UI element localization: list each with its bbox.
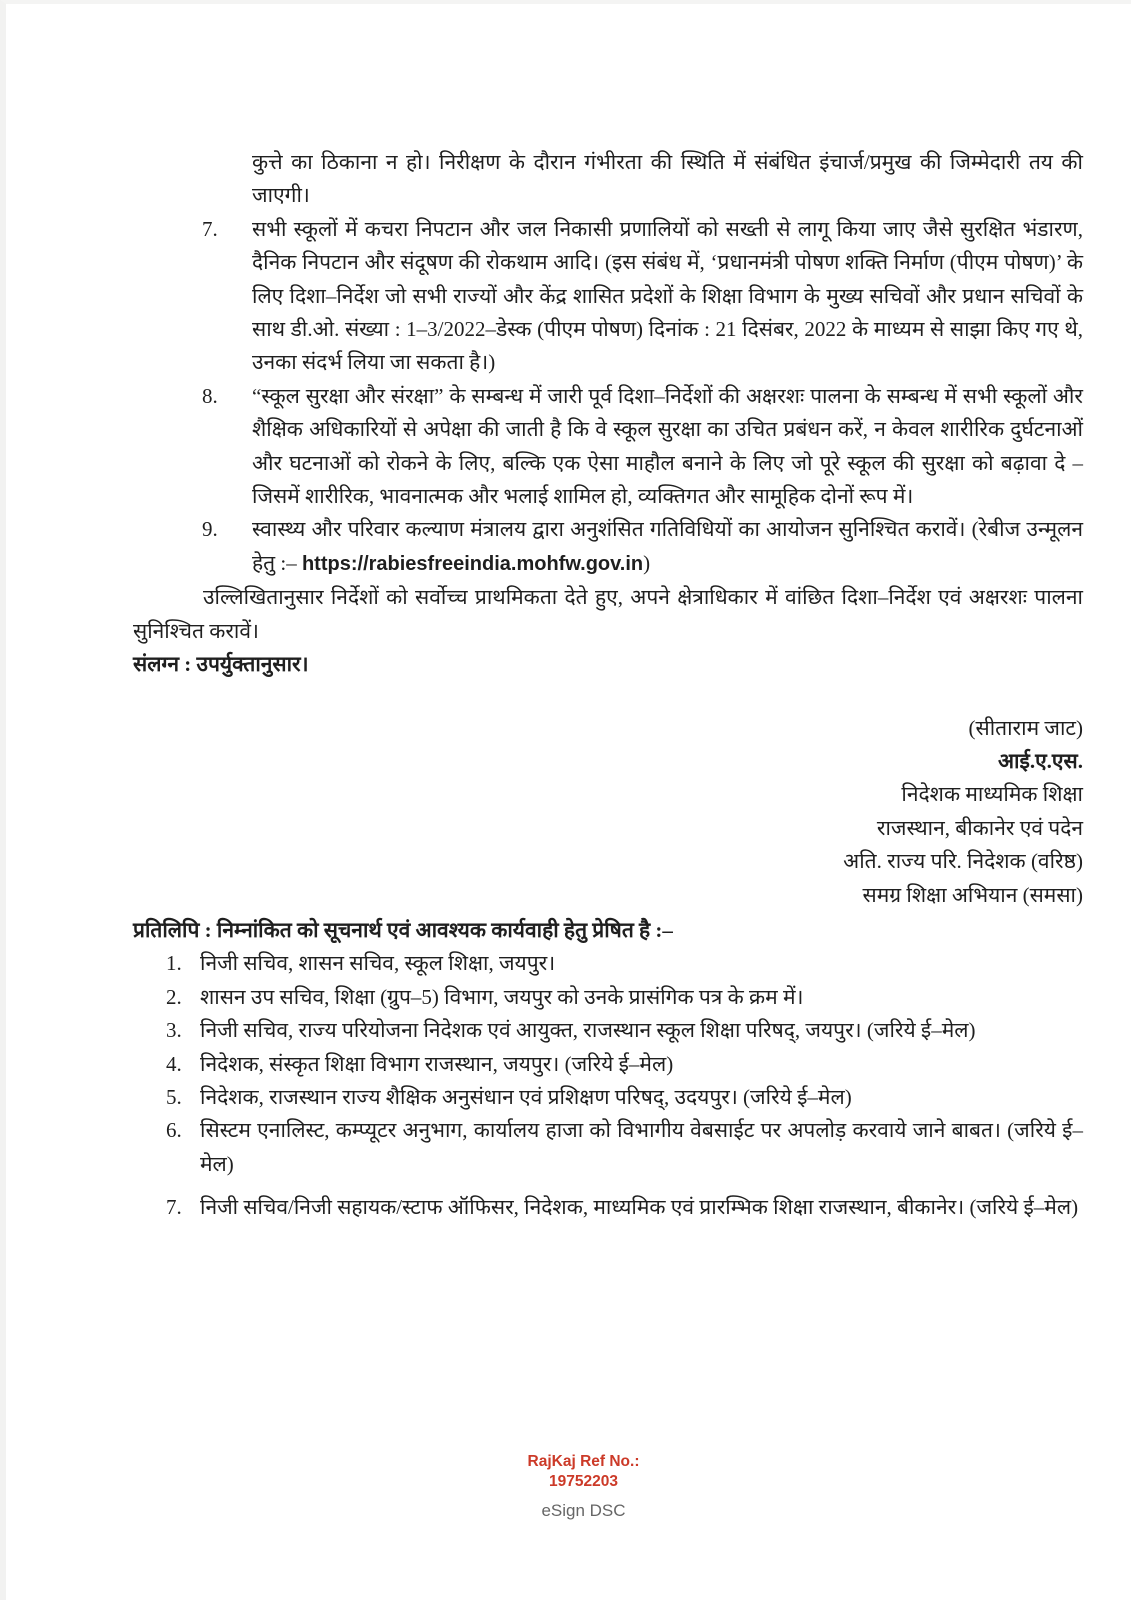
signatory-designation-3: अति. राज्य परि. निदेशक (वरिष्ठ): [843, 849, 1083, 874]
rajkaj-ref-label: RajKaj Ref No.:: [527, 1453, 640, 1470]
item-text-pre: स्वास्थ्य और परिवार कल्याण मंत्रालय द्वारा अनुशंसित गतिविधियों का आयोजन सुनिश्चित करावें। (रेबीज उन्मूलन हेतु :–: [252, 517, 1083, 575]
signatory-designation-2: राजस्थान, बीकानेर एवं पदेन: [876, 815, 1083, 840]
signatory-service: आई.ए.एस.: [998, 748, 1083, 773]
numbered-item-8: [133, 380, 1083, 514]
rajkaj-reference: [18, 1452, 1131, 1492]
item-text-post: ): [643, 550, 651, 575]
signatory-name: (सीताराम जाट): [968, 715, 1083, 740]
esign-footer: [18, 1452, 1131, 1521]
item-number: 1.: [166, 951, 182, 976]
numbered-item-7: [133, 213, 1083, 380]
numbered-item-9: [133, 513, 1083, 581]
item-number: 8.: [202, 383, 218, 408]
item-number: 4.: [166, 1051, 182, 1076]
item-text: सभी स्कूलों में कचरा निपटान और जल निकासी प्रणालियों को सख्ती से लागू किया जाए जैसे सुरक्षित भंडारण, दैनिक निपटान और संदूषण की रोकथाम आदि। (इस संबंध में, ‘प्रधानमंत्री पोषण शक्ति निर्माण (पीएम पोषण)’ के लिए दिशा–निर्देश जो सभी राज्यों और केंद्र शासित प्रदेशों के शिक्षा विभाग के मुख्य सचिवों और प्रधान सचिवों के साथ डी.ओ. संख्या : 1–3/2022–डेस्क (पीएम पोषण) दिनांक : 21 दिसंबर, 2022 के माध्यम से साझा किए गए थे, उनका संदर्भ लिया जा सकता है।): [252, 216, 1083, 375]
paragraph-continuation: कुत्ते का ठिकाना न हो। निरीक्षण के दौरान गंभीरता की स्थिति में संबंधित इंचार्ज/प्रमुख की जिम्मेदारी तय की जाएगी।: [252, 150, 1083, 208]
item-text: निजी सचिव, शासन सचिव, स्कूल शिक्षा, जयपुर।: [200, 951, 556, 976]
item-number: 2.: [166, 984, 182, 1009]
enclosure-line: संलग्न : उपर्युक्तानुसार।: [133, 652, 309, 677]
copy-item-1: [133, 947, 1083, 980]
item-number: 7.: [166, 1195, 182, 1220]
copy-item-7: [133, 1191, 1083, 1224]
signatory-designation-1: निदेशक माध्यमिक शिक्षा: [901, 782, 1083, 807]
item-text: सिस्टम एनालिस्ट, कम्प्यूटर अनुभाग, कार्यालय हाजा को विभागीय वेबसाईट पर अपलोड़ करवाये जाने बाबत। (जरिये ई–मेल): [200, 1118, 1083, 1176]
esign-dsc-label: eSign DSC: [541, 1501, 626, 1520]
copy-section-heading: प्रतिलिपि : निम्नांकित को सूचनार्थ एवं आवश्यक कार्यवाही हेतु प्रेषित है :–: [133, 917, 673, 942]
signatory-designation-4: समग्र शिक्षा अभियान (समसा): [862, 882, 1083, 907]
rabies-url-text: https://rabiesfreeindia.mohfw.gov.in: [301, 552, 644, 575]
item-number: 9.: [202, 517, 218, 542]
copy-item-4: [133, 1048, 1083, 1081]
copy-item-3: [133, 1014, 1083, 1047]
copy-item-6: [133, 1114, 1083, 1181]
item-text: निजी सचिव/निजी सहायक/स्टाफ ऑफिसर, निदेशक, माध्यमिक एवं प्रारम्भिक शिक्षा राजस्थान, बीकानेर। (जरिये ई–मेल): [200, 1195, 1079, 1220]
item-text: निजी सचिव, राज्य परियोजना निदेशक एवं आयुक्त, राजस्थान स्कूल शिक्षा परिषद्, जयपुर। (जरिये ई–मेल): [200, 1018, 976, 1043]
item-text: निदेशक, राजस्थान राज्य शैक्षिक अनुसंधान एवं प्रशिक्षण परिषद्, उदयपुर। (जरिये ई–मेल): [200, 1084, 852, 1109]
item-text: निदेशक, संस्कृत शिक्षा विभाग राजस्थान, जयपुर। (जरिये ई–मेल): [200, 1051, 674, 1076]
signature-block: [133, 712, 1083, 912]
rajkaj-ref-number: 19752203: [549, 1473, 618, 1490]
item-text: [252, 513, 1083, 581]
item-text: “स्कूल सुरक्षा और संरक्षा” के सम्बन्ध में जारी पूर्व दिशा–निर्देशों की अक्षरशः पालना के सम्बन्ध में सभी स्कूलों और शैक्षिक अधिकारियों से अपेक्षा की जाती है कि वे स्कूल सुरक्षा का उचित प्रबंधन करें, न केवल शारीरिक दुर्घटनाओं और घटनाओं को रोकने के लिए, बल्कि एक ऐसा माहौल बनाने के लिए जो पूरे स्कूल की सुरक्षा को बढ़ावा दे – जिसमें शारीरिक, भावनात्मक और भलाई शामिल हो, व्यक्तिगत और सामूहिक दोनों रूप में।: [252, 383, 1083, 509]
letter-body: [133, 146, 1083, 1225]
item-number: 5.: [166, 1084, 182, 1109]
item-number: 6.: [166, 1118, 182, 1143]
copy-item-5: [133, 1081, 1083, 1114]
item-number: 7.: [202, 216, 218, 241]
item-text: शासन उप सचिव, शिक्षा (ग्रुप–5) विभाग, जयपुर को उनके प्रासंगिक पत्र के क्रम में।: [200, 984, 804, 1009]
copy-item-2: [133, 981, 1083, 1014]
closing-paragraph: उल्लिखितानुसार निर्देशों को सर्वोच्च प्राथमिकता देते हुए, अपने क्षेत्राधिकार में वांछित दिशा–निर्देश एवं अक्षरशः पालना सुनिश्चित करावें।: [133, 585, 1083, 643]
item-number: 3.: [166, 1018, 182, 1043]
